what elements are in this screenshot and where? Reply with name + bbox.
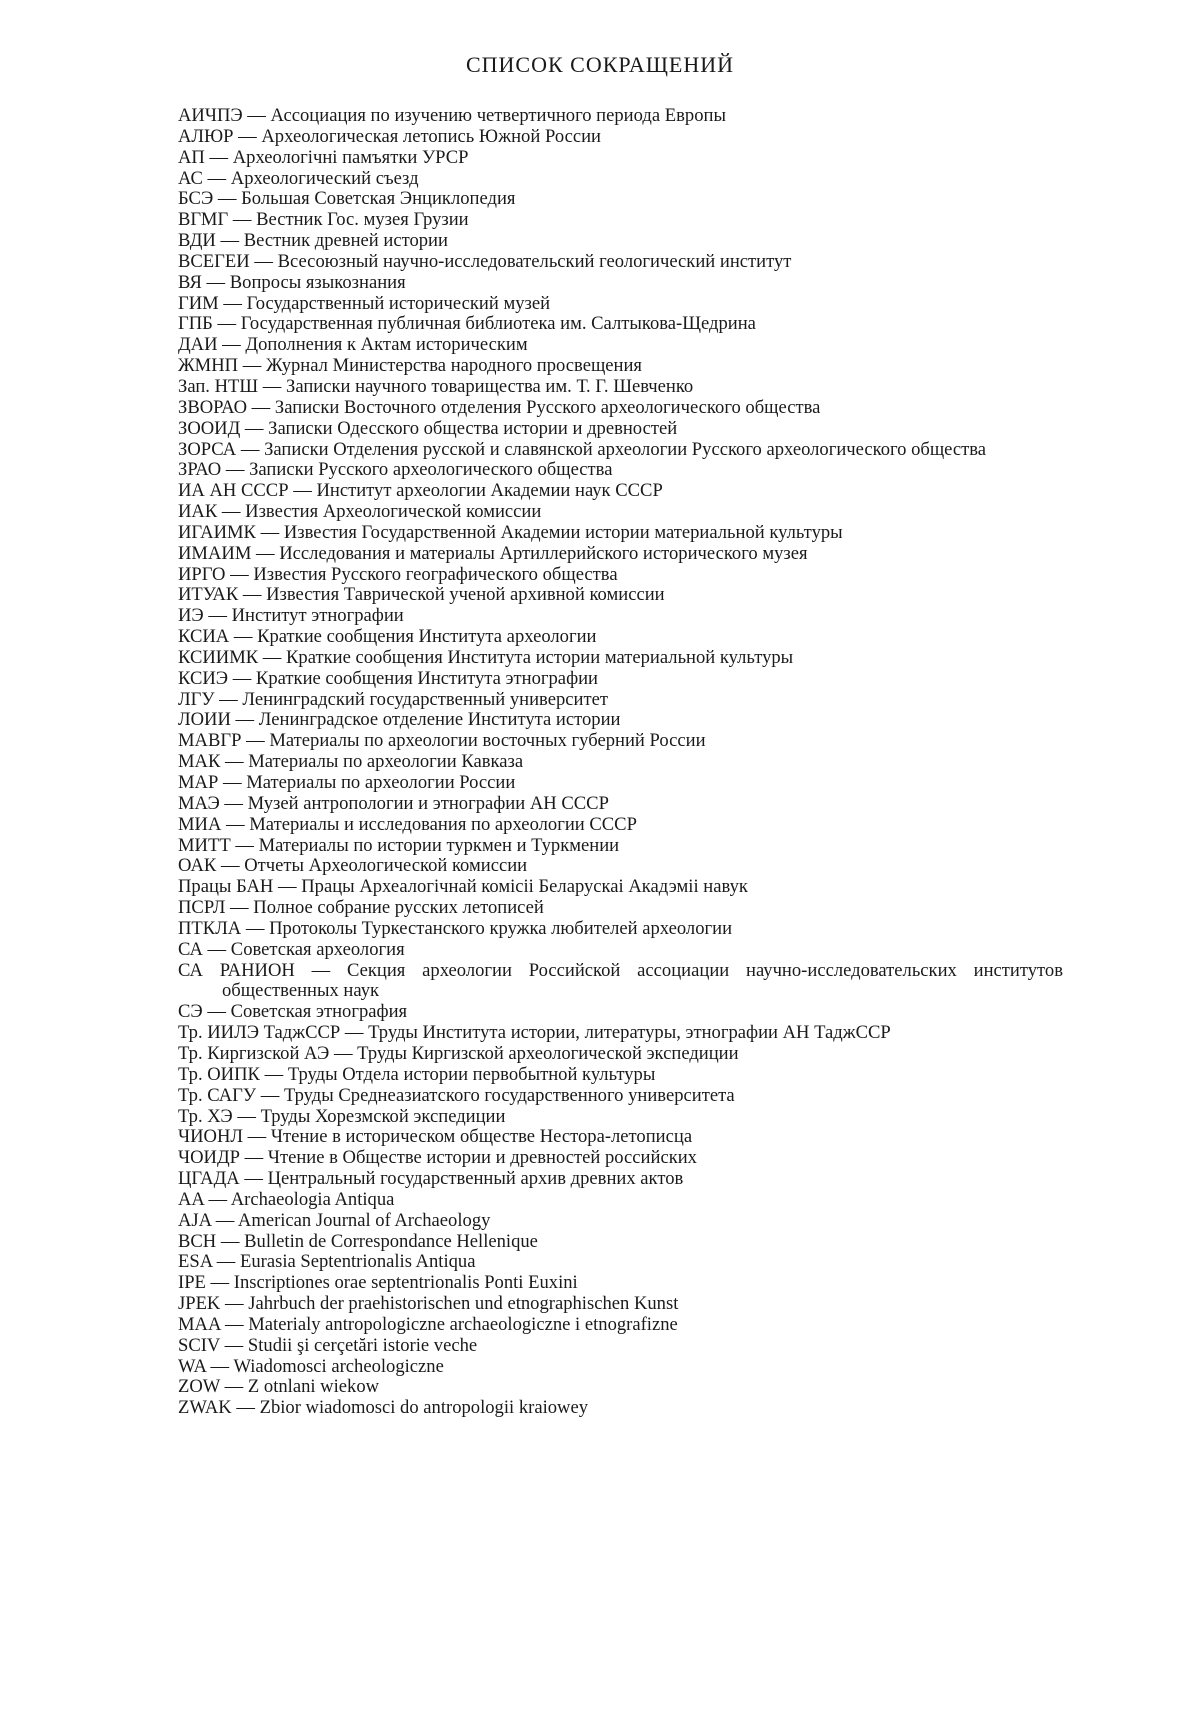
abbreviation-entry: ГИМ — Государственный исторический музей [178,292,551,314]
abbreviation-entry: ПТКЛА — Протоколы Туркестанского кружка любителей археологии [178,917,733,939]
abbreviation-entry: ЦГАДА — Центральный государственный архив древних актов [178,1168,684,1190]
abbreviation-entry: КСИЭ — Краткие сообщения Института этнографии [178,667,599,689]
abbreviation-entry: ИТУАК — Известия Таврической ученой архивной комиссии [178,584,665,606]
abbreviation-entry: Тр. Киргизской АЭ — Труды Киргизской археологической экспедиции [178,1042,739,1064]
abbreviation-entry: ВЯ — Вопросы языкознания [178,271,406,293]
abbreviation-entry: СА — Советская археология [178,938,405,960]
abbreviation-entry: ЛОИИ — Ленинградское отделение Института истории [178,709,621,731]
abbreviation-entry: BCH — Bulletin de Correspondance Hellenique [178,1230,538,1252]
abbreviation-entry: ВГМГ — Вестник Гос. музея Грузии [178,209,469,231]
abbreviation-entry: МИА — Материалы и исследования по археологии СССР [178,813,637,835]
abbreviation-entry: АИЧПЭ — Ассоциация по изучению четвертичного периода Европы [178,105,726,126]
abbreviation-entry: Тр. ХЭ — Труды Хорезмской экспедиции [178,1105,506,1127]
abbreviation-entry: ZWAK — Zbior wiadomosci do antropologii kraiowey [178,1397,589,1419]
abbreviation-entry: AA — Archaeologia Antiqua [178,1188,395,1210]
abbreviation-entry: ЛГУ — Ленинградский государственный университет [178,688,608,710]
abbreviation-entry: МАВГР — Материалы по археологии восточных губерний России [178,730,706,752]
abbreviation-entry: ИРГО — Известия Русского географического общества [178,563,618,585]
abbreviation-entry: IPE — Inscriptiones orae septentrionalis Ponti Euxini [178,1272,578,1294]
abbreviation-entry: МАЭ — Музей антропологии и этнографии АН СССР [178,792,609,814]
abbreviation-entry: ВСЕГЕИ — Всесоюзный научно-исследовательский геологический институт [178,250,792,272]
abbreviation-entry: Тр. ОИПК — Труды Отдела истории первобытной культуры [178,1063,656,1085]
abbreviation-entry: ЗООИД — Записки Одесского общества истории и древностей [178,417,678,439]
abbreviation-entry: WA — Wiadomosci archeologiczne [178,1355,444,1377]
abbreviation-entry: Зап. НТШ — Записки научного товарищества им. Т. Г. Шевченко [178,375,694,397]
abbreviation-entry: АП — Археологiчнi памъятки УРСР [178,146,469,168]
abbreviation-entry: AJA — American Journal of Archaeology [178,1209,491,1231]
abbreviation-entry: JPEK — Jahrbuch der praehistorischen und etnographischen Kunst [178,1293,679,1315]
abbreviation-entry: ЗРАО — Записки Русского археологического общества [178,459,613,481]
abbreviation-entry: ДАИ — Дополнения к Актам историческим [178,334,528,356]
abbreviation-entry: ESA — Eurasia Septentrionalis Antiqua [178,1251,476,1273]
abbreviation-entry: АЛЮР — Археологическая летопись Южной России [178,125,601,147]
abbreviation-entry: КСИИМК — Краткие сообщения Института истории материальной культуры [178,646,794,668]
abbreviation-entry: МАК — Материалы по археологии Кавказа [178,751,524,773]
abbreviation-entry: Тр. САГУ — Труды Среднеазиатского государственного университета [178,1084,735,1106]
abbreviation-entry: ИА АН СССР — Институт археологии Академии наук СССР [178,480,663,502]
abbreviation-entry: АС — Археологический съезд [178,167,419,189]
page-title: СПИСОК СОКРАЩЕНИЙ [465,52,735,77]
abbreviation-entry: БСЭ — Большая Советская Энциклопедия [178,188,516,210]
abbreviation-entry: ПСРЛ — Полное собрание русских летописей [178,897,544,919]
abbreviation-entry: ИАК — Известия Археологической комиссии [178,501,542,523]
abbreviation-entry: ИГАИМК — Известия Государственной Академии истории материальной культуры [178,521,843,543]
abbreviation-entry: ОАК — Отчеты Археологической комиссии [178,855,528,877]
abbreviation-entry: СА РАНИОН — Секция археологии Российской ассоциации научно-исследовательских институтов общественных наук [178,959,1063,1002]
abbreviation-entry: ЖМНП — Журнал Министерства народного просвещения [178,355,642,377]
abbreviation-entry: ВДИ — Вестник древней истории [178,230,448,252]
abbreviation-entry: ЧИОНЛ — Чтение в историческом обществе Нестора-летописца [178,1126,693,1148]
abbreviation-list [178,106,1063,1419]
abbreviation-entry: Працы БАН — Працы Археалогiчнай комiсii Беларускаi Акадэмii навук [178,876,748,898]
abbreviation-entry: Тр. ИИЛЭ ТаджССР — Труды Института истории, литературы, этнографии АН ТаджССР [178,1022,891,1044]
abbreviation-entry: SCIV — Studii şi cerçetări istorie veche [178,1334,478,1356]
abbreviation-entry: ГПБ — Государственная публичная библиотека им. Салтыкова-Щедрина [178,313,756,335]
abbreviation-entry: ИМАИМ — Исследования и материалы Артиллерийского исторического музея [178,542,808,564]
abbreviation-entry: MAA — Materialy antropologiczne archaeologiczne i etnografizne [178,1313,678,1335]
abbreviation-entry: СЭ — Советская этнография [178,1001,408,1023]
abbreviation-entry: КСИА — Краткие сообщения Института археологии [178,626,597,648]
abbreviation-entry: МАР — Материалы по археологии России [178,772,516,793]
abbreviation-entry: ZOW — Z otnlani wiekow [178,1376,380,1398]
abbreviation-entry: ЧОИДР — Чтение в Обществе истории и древностей российских [178,1147,697,1169]
abbreviation-entry: МИТТ — Материалы по истории туркмен и Туркмении [178,834,620,856]
abbreviation-entry: ЗВОРАО — Записки Восточного отделения Русского археологического общества [178,396,821,418]
abbreviation-entry: ИЭ — Институт этнографии [178,605,404,627]
abbreviation-entry: ЗОРСА — Записки Отделения русской и славянской археологии Русского археологического общества [178,438,987,460]
